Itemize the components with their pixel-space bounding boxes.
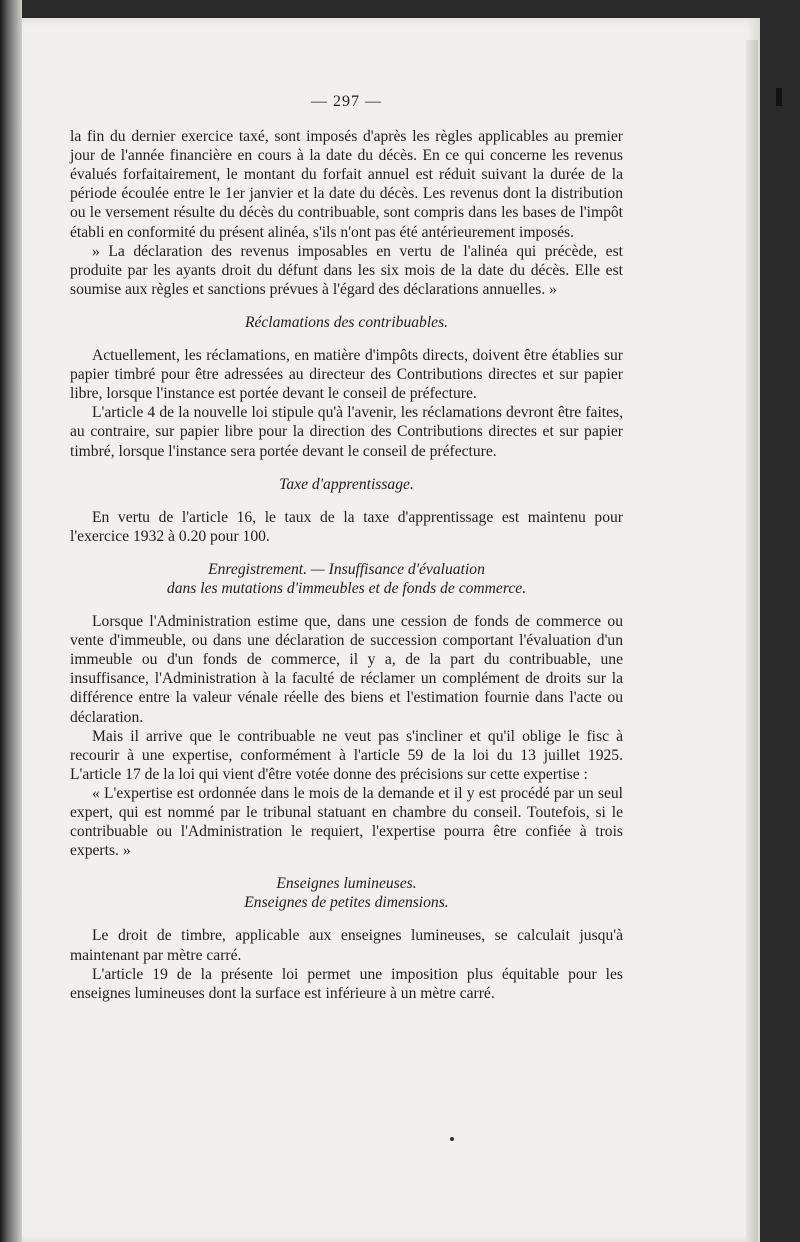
section-heading-line: Taxe d'apprentissage.: [279, 475, 414, 493]
page-stack-edge: [746, 40, 758, 1242]
paragraph: Mais il arrive que le contribuable ne veut pas s'incliner et qu'il oblige le fisc à recourir à une expertise, conformément à l'article 59 de la loi du 13 juillet 1925. L'article 17 de la loi qui vient d'être votée donne des précisions sur cette expertise :: [70, 727, 623, 783]
adjacent-page-edge: [0, 0, 22, 1242]
paragraph: En vertu de l'article 16, le taux de la taxe d'apprentissage est maintenu pour l'exercice 1932 à 0.20 pour 100.: [70, 508, 623, 545]
quotation: « L'expertise est ordonnée dans le mois de la demande et il y est procédé par un seul expert, qui est nommé par le tribunal statuant en chambre du conseil. Toutefois, si le contribuable ou l'Administration le requiert, l'expertise pourra être confiée à trois experts. »: [70, 784, 623, 860]
paragraph: Lorsque l'Administration estime que, dans une cession de fonds de commerce ou vente d'immeuble, ou dans une déclaration de succession comportant l'évaluation d'un immeuble ou d'un fonds de commerce, il y a, de la part du contribuable, une insuffisance, l'Administration à la faculté de réclamer un complément de droits sur la différence entre la valeur vénale réelle des biens et l'estimation fournie dans l'acte ou déclaration.: [70, 613, 623, 726]
section-heading: [70, 475, 623, 494]
section-heading: [70, 560, 623, 598]
paragraph: L'article 4 de la nouvelle loi stipule qu'à l'avenir, les réclamations devront être faites, au contraire, sur papier libre pour la direction des Contributions directes et sur papier timbré, lorsque l'instance sera portée devant le conseil de préfecture.: [70, 404, 623, 460]
paragraph: la fin du dernier exercice taxé, sont imposés d'après les règles applicables au premier jour de l'année financière en cours à la date du décès. En ce qui concerne les revenus évalués forfaitairement, le montant du forfait annuel est réduit suivant la durée de la période écoulée entre le 1er janvier et la date du décès. Les revenus dont la distribution ou le versement résulte du décès du contribuable, sont compris dans les bases de l'impôt établi en conformité du présent alinéa, s'ils n'ont pas été antérieurement imposés.: [70, 128, 623, 241]
paragraph: Actuellement, les réclamations, en matière d'impôts directs, doivent être établies sur papier timbré pour être adressées au directeur des Contributions directes et sur papier libre, lorsque l'instance est portée devant le conseil de préfecture.: [70, 347, 623, 403]
paragraph: L'article 19 de la présente loi permet une imposition plus équitable pour les enseignes lumineuses dont la surface est inférieure à un mètre carré.: [70, 965, 623, 1002]
section-heading-line: Réclamations des contribuables.: [244, 313, 449, 331]
section-heading-line: Enseignes de petites dimensions.: [244, 894, 449, 912]
section-heading-line: dans les mutations d'immeubles et de fonds de commerce.: [166, 579, 527, 597]
section-heading: [70, 874, 623, 912]
page-text: [70, 92, 623, 1003]
section-heading: [70, 313, 623, 332]
page-number: — 297 —: [311, 93, 382, 110]
paragraph: » La déclaration des revenus imposables en vertu de l'alinéa qui précède, est produite par les ayants droit du défunt dans les six mois de la date du décès. Elle est soumise aux règles et sanctions prévues à l'égard des déclarations annuelles. »: [70, 242, 623, 298]
ink-speck: [450, 1137, 454, 1141]
paragraph: Le droit de timbre, applicable aux enseignes lumineuses, se calculait jusqu'à maintenant par mètre carré.: [70, 927, 623, 964]
section-heading-line: Enseignes lumineuses.: [276, 875, 417, 893]
section-heading-line: Enregistrement. — Insuffisance d'évaluation: [208, 560, 485, 578]
scan-marker: [776, 88, 782, 106]
